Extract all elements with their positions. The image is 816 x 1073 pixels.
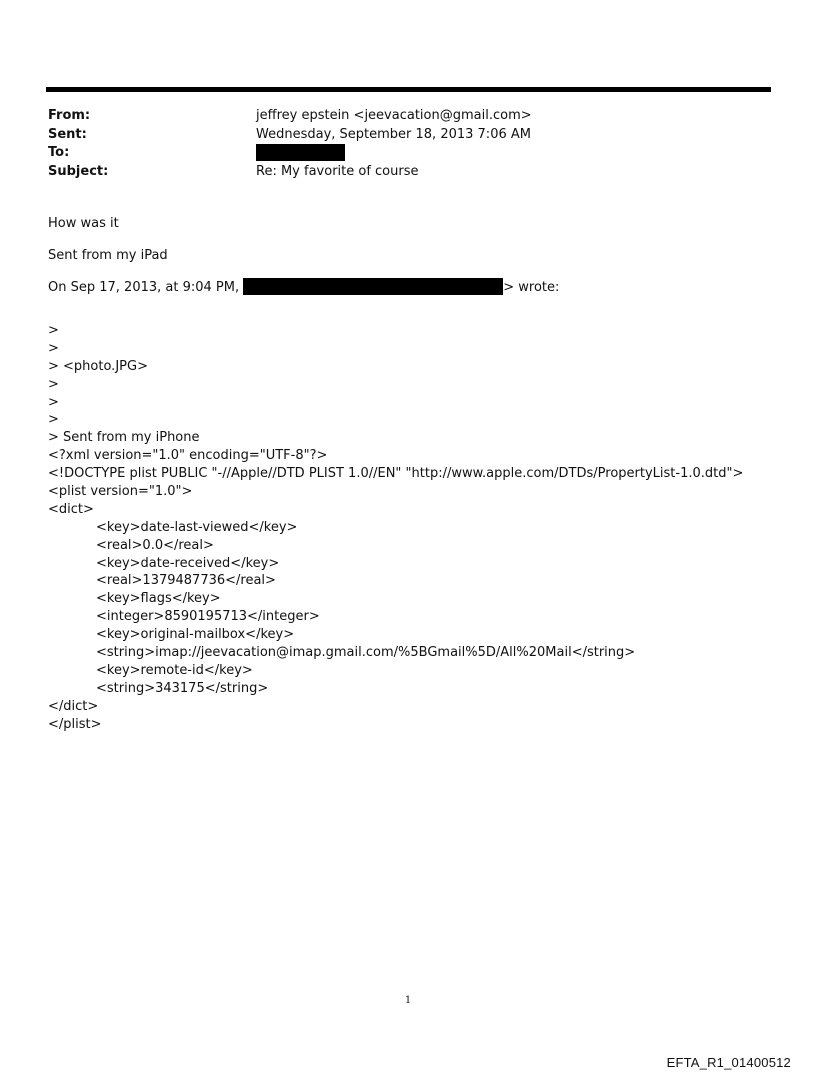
- subject-value: Re: My favorite of course: [256, 163, 419, 179]
- quoted-line: > Sent from my iPhone: [48, 430, 200, 446]
- quote-intro-suffix: > wrote:: [503, 280, 560, 295]
- to-label: To:: [48, 145, 70, 160]
- quoted-line: >: [48, 323, 59, 338]
- sent-row: [48, 126, 768, 145]
- quoted-line: <key>original-mailbox</key>: [96, 627, 295, 643]
- quoted-line: <integer>8590195713</integer>: [96, 609, 320, 625]
- quoted-line: <key>date-last-viewed</key>: [96, 519, 298, 535]
- quote-intro: [48, 279, 788, 297]
- from-value: jeffrey epstein <jeevacation@gmail.com>: [256, 108, 532, 123]
- from-label: From:: [48, 108, 91, 123]
- quoted-line: <string>343175</string>: [96, 680, 269, 696]
- quoted-line: <key>remote-id</key>: [96, 662, 253, 678]
- quoted-line: <!DOCTYPE plist PUBLIC "-//Apple//DTD PLIST 1.0//EN" "http://www.apple.com/DTDs/PropertyList-1.0.dtd">: [48, 466, 744, 482]
- from-row: [48, 107, 768, 126]
- quoted-line: >: [48, 376, 59, 392]
- quoted-line: <key>flags</key>: [96, 591, 221, 607]
- quoted-line: <real>0.0</real>: [96, 537, 214, 553]
- subject-label: Subject:: [48, 163, 109, 179]
- sent-value: Wednesday, September 18, 2013 7:06 AM: [256, 126, 531, 142]
- to-row: [48, 144, 768, 163]
- quote-intro-prefix: On Sep 17, 2013, at 9:04 PM,: [48, 280, 240, 295]
- quoted-line: <dict>: [48, 501, 94, 517]
- signature: Sent from my iPad: [48, 248, 168, 263]
- to-value: [256, 144, 345, 162]
- quoted-line: >: [48, 340, 59, 356]
- sent-label: Sent:: [48, 126, 87, 142]
- quoted-line: </plist>: [48, 716, 102, 732]
- quoted-line: <key>date-received</key>: [96, 555, 280, 571]
- quoted-line: > <photo.JPG>: [48, 358, 148, 374]
- reply-text: How was it: [48, 216, 119, 231]
- quoted-message: [48, 322, 798, 733]
- subject-row: [48, 163, 768, 182]
- email-header: [48, 107, 768, 181]
- email-body: [48, 215, 788, 311]
- document-id: EFTA_R1_01400512: [666, 1055, 791, 1070]
- quoted-line: >: [48, 412, 59, 428]
- quoted-line: <?xml version="1.0" encoding="UTF-8"?>: [48, 448, 328, 464]
- quoted-line: <real>1379487736</real>: [96, 573, 276, 589]
- quoted-line: <plist version="1.0">: [48, 484, 193, 500]
- quoted-line: <string>imap://jeevacation@imap.gmail.com/%5BGmail%5D/All%20Mail</string>: [96, 645, 636, 661]
- quoted-line: >: [48, 394, 59, 410]
- sender-redaction: [243, 278, 503, 295]
- page-number: 1: [404, 995, 412, 1006]
- header-rule: [46, 87, 771, 92]
- quoted-line: </dict>: [48, 698, 99, 714]
- recipient-redaction: [256, 144, 345, 161]
